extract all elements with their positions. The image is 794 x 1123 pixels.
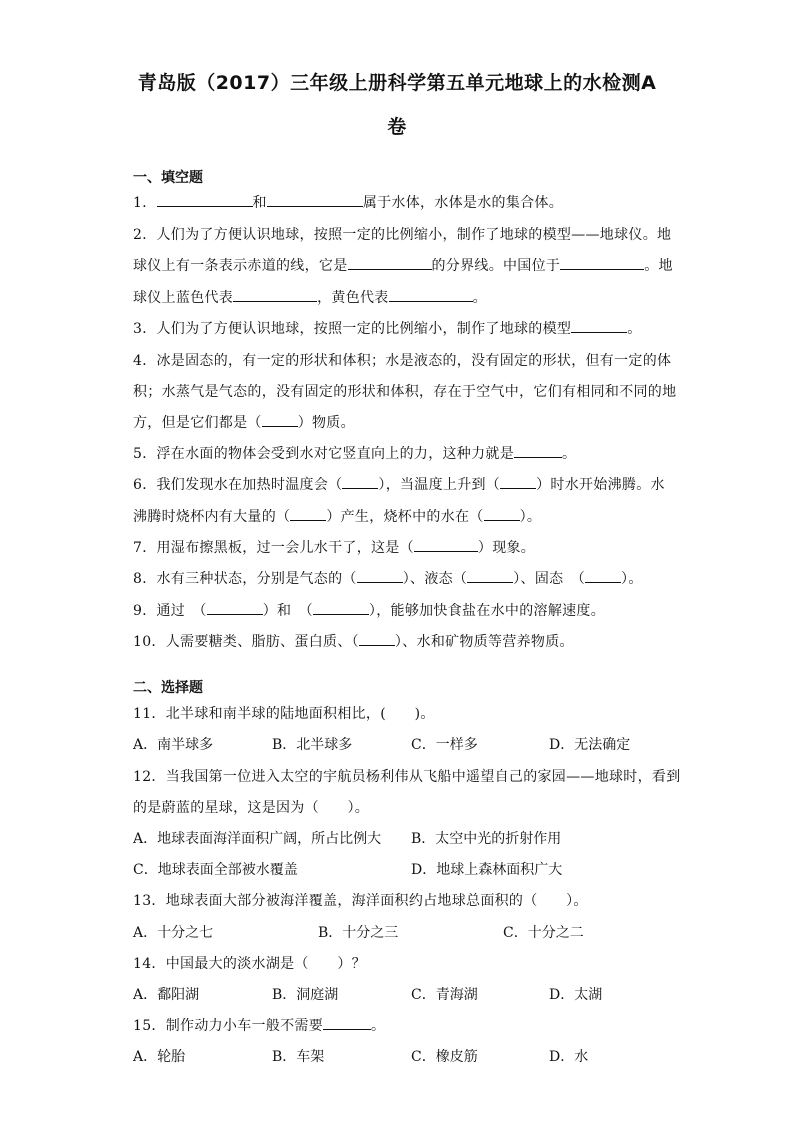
option-a[interactable]: A．地球表面海洋面积广阔，所占比例大 bbox=[133, 831, 382, 847]
question-text: 8．水有三种状态，分别是气态的（ bbox=[133, 571, 357, 587]
question-text: ，黄色代表 bbox=[317, 290, 389, 306]
question-text: ），能够加快食盐在水中的溶解速度。 bbox=[368, 603, 606, 619]
question-text: 7．用湿布擦黑板，过一会儿水干了，这是（ bbox=[133, 540, 414, 556]
question-text: 。地 bbox=[644, 258, 673, 274]
question-2-line-2 bbox=[133, 255, 673, 275]
question-text: ），当温度上升到（ bbox=[378, 477, 501, 493]
question-number: 1． bbox=[133, 195, 157, 211]
answer-blank[interactable] bbox=[267, 192, 363, 207]
question-4-line-2: 积；水蒸气是气态的，没有固定的形状和体积，存在于空气中，它们有相同和不同的地 bbox=[133, 384, 677, 400]
answer-blank[interactable] bbox=[207, 600, 263, 615]
question-text: ）、液态（ bbox=[402, 571, 468, 587]
page-title-continued: 卷 bbox=[387, 116, 407, 138]
question-1 bbox=[133, 192, 563, 212]
question-text: 10．人需要糖类、脂肪、蛋白质、（ bbox=[133, 634, 359, 650]
question-text: 沸腾时烧杯内有大量的（ bbox=[133, 509, 291, 525]
option-d[interactable]: D．太湖 bbox=[549, 987, 603, 1003]
question-text: 5．浮在水面的物体会受到水对它竖直向上的力，这种力就是 bbox=[133, 446, 515, 462]
option-c[interactable]: C．地球表面全部被水覆盖 bbox=[133, 862, 298, 878]
answer-blank[interactable] bbox=[290, 506, 326, 521]
question-text: ）。 bbox=[621, 571, 643, 587]
question-3 bbox=[133, 318, 642, 338]
question-4-line-1: 4．冰是固态的，有一定的形状和体积；水是液态的，没有固定的形状，但有一定的体 bbox=[133, 353, 672, 369]
answer-blank[interactable] bbox=[359, 631, 395, 646]
question-10 bbox=[133, 631, 574, 651]
answer-blank[interactable] bbox=[484, 506, 520, 521]
question-text: 。 bbox=[371, 1018, 386, 1034]
question-9 bbox=[133, 600, 605, 620]
question-text: 属于水体，水体是水的集合体。 bbox=[362, 195, 564, 211]
question-text: ）产生，烧杯中的水在（ bbox=[326, 509, 484, 525]
option-a[interactable]: A．鄱阳湖 bbox=[133, 987, 200, 1003]
answer-blank[interactable] bbox=[342, 474, 378, 489]
question-8 bbox=[133, 568, 643, 588]
option-d[interactable]: D．地球上森林面积广大 bbox=[411, 862, 563, 878]
answer-blank[interactable] bbox=[323, 1015, 371, 1030]
option-b[interactable]: B．车架 bbox=[272, 1049, 325, 1065]
question-text: 球仪上蓝色代表 bbox=[133, 290, 234, 306]
question-6-line-1 bbox=[133, 474, 665, 494]
question-2-line-1: 2．人们为了方便认识地球，按照一定的比例缩小，制作了地球的模型——地球仪。地 bbox=[133, 227, 672, 243]
option-d[interactable]: D．无法确定 bbox=[549, 737, 631, 753]
question-text: 3．人们为了方便认识地球，按照一定的比例缩小，制作了地球的模型 bbox=[133, 321, 572, 337]
section-heading-fill-blank: 一、填空题 bbox=[133, 170, 203, 186]
option-a[interactable]: A．十分之七 bbox=[133, 925, 214, 941]
answer-blank[interactable] bbox=[157, 192, 253, 207]
question-14: 14．中国最大的淡水湖是（ ）？ bbox=[133, 956, 366, 972]
option-c[interactable]: C．青海湖 bbox=[411, 987, 478, 1003]
option-b[interactable]: B．北半球多 bbox=[272, 737, 353, 753]
answer-blank[interactable] bbox=[389, 287, 473, 302]
answer-blank[interactable] bbox=[414, 537, 478, 552]
question-7 bbox=[133, 537, 535, 557]
option-b[interactable]: B．太空中光的折射作用 bbox=[411, 831, 562, 847]
question-12-line-1: 12．当我国第一位进入太空的宇航员杨利伟从飞船中遥望自己的家园——地球时，看到 bbox=[133, 769, 681, 785]
question-11: 11．北半球和南半球的陆地面积相比，( )。 bbox=[133, 706, 435, 722]
question-text: 15．制作动力小车一般不需要 bbox=[133, 1018, 324, 1034]
option-b[interactable]: B．十分之三 bbox=[318, 925, 399, 941]
question-text: 9．通过 （ bbox=[133, 603, 207, 619]
answer-blank[interactable] bbox=[514, 443, 562, 458]
question-text: 6．我们发现水在加热时温度会（ bbox=[133, 477, 343, 493]
answer-blank[interactable] bbox=[585, 568, 621, 583]
answer-blank[interactable] bbox=[357, 568, 403, 583]
question-12-line-2: 的是蔚蓝的星球，这是因为（ ）。 bbox=[133, 800, 370, 816]
option-d[interactable]: D．水 bbox=[549, 1049, 589, 1065]
option-a[interactable]: A．轮胎 bbox=[133, 1049, 186, 1065]
answer-blank[interactable] bbox=[571, 318, 627, 333]
option-c[interactable]: C．十分之二 bbox=[503, 925, 584, 941]
question-text: ）和 （ bbox=[262, 603, 313, 619]
answer-blank[interactable] bbox=[467, 568, 513, 583]
question-text: 球仪上有一条表示赤道的线，它是 bbox=[133, 258, 348, 274]
answer-blank[interactable] bbox=[262, 412, 298, 427]
question-4-line-3 bbox=[133, 412, 355, 432]
answer-blank[interactable] bbox=[500, 474, 536, 489]
question-15 bbox=[133, 1015, 385, 1035]
question-text: ）现象。 bbox=[477, 540, 536, 556]
option-c[interactable]: C．橡皮筋 bbox=[411, 1049, 478, 1065]
page-title: 青岛版（2017）三年级上册科学第五单元地球上的水检测A bbox=[137, 72, 657, 94]
question-text: 。 bbox=[627, 321, 642, 337]
question-6-line-2 bbox=[133, 506, 541, 526]
question-text: 。 bbox=[562, 446, 577, 462]
answer-blank[interactable] bbox=[560, 255, 644, 270]
section-heading-multiple-choice: 二、选择题 bbox=[133, 680, 203, 696]
answer-blank[interactable] bbox=[233, 287, 317, 302]
option-c[interactable]: C．一样多 bbox=[411, 737, 478, 753]
question-13: 13．地球表面大部分被海洋覆盖，海洋面积约占地球总面积的（ ）。 bbox=[133, 893, 588, 909]
question-text: 。 bbox=[472, 290, 487, 306]
question-text: 方，但是它们都是（ bbox=[133, 415, 262, 431]
question-text: ）、固态 （ bbox=[513, 571, 586, 587]
question-5 bbox=[133, 443, 576, 463]
option-a[interactable]: A．南半球多 bbox=[133, 737, 214, 753]
question-text: 和 bbox=[252, 195, 267, 211]
question-text: 的分界线。中国位于 bbox=[431, 258, 561, 274]
answer-blank[interactable] bbox=[348, 255, 432, 270]
question-text: ）时水开始沸腾。水 bbox=[536, 477, 665, 493]
question-text: ）、水和矿物质等营养物质。 bbox=[394, 634, 574, 650]
question-text: ）。 bbox=[519, 509, 542, 525]
option-b[interactable]: B．洞庭湖 bbox=[272, 987, 339, 1003]
question-text: ）物质。 bbox=[297, 415, 355, 431]
question-2-line-3 bbox=[133, 287, 487, 307]
answer-blank[interactable] bbox=[313, 600, 369, 615]
